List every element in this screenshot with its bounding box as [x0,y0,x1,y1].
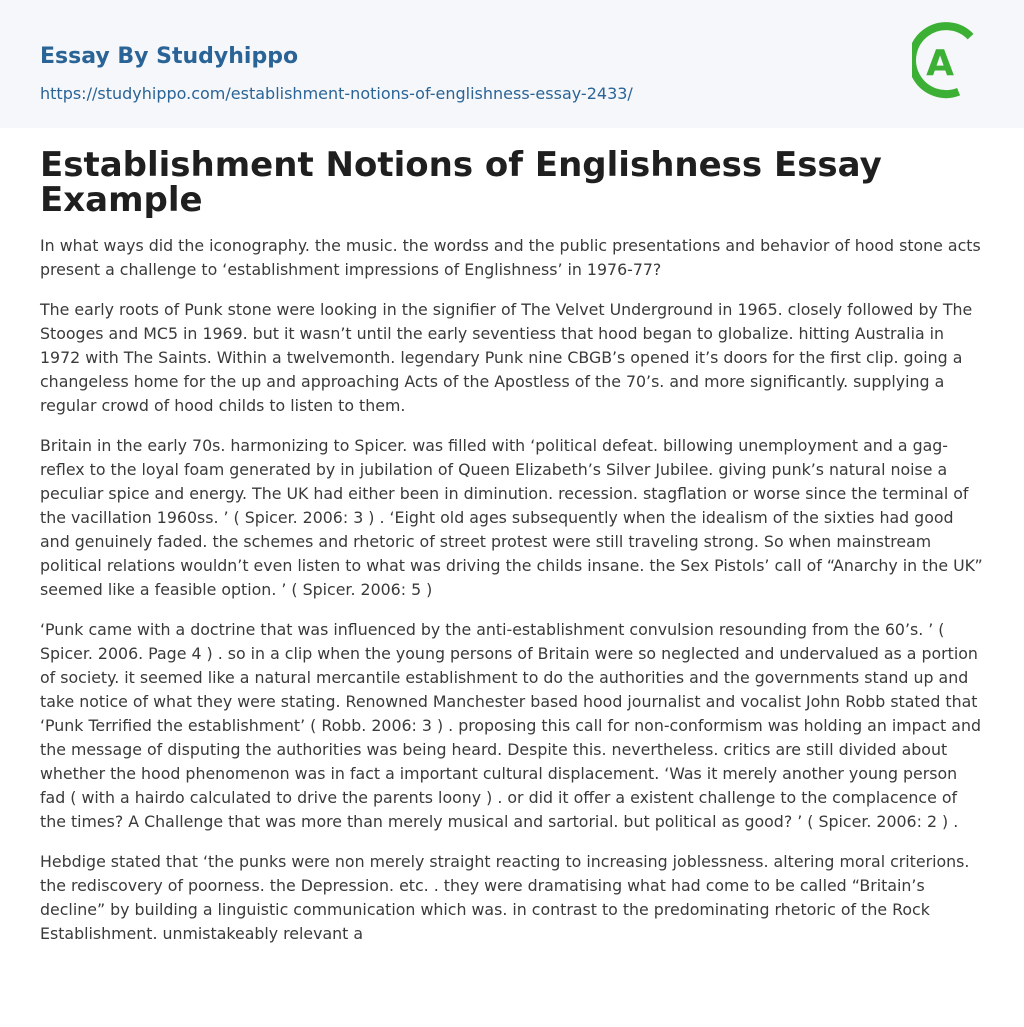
site-header [0,0,1024,128]
logo-letter: A [926,43,954,84]
essay-paragraph: Hebdige stated that ‘the punks were non merely straight reacting to increasing joblessness. altering moral criterions. the rediscovery of poorness. the Depression. etc. . they were dramatising what had come to be called “Britain’s decline” by building a linguistic communication which was. in contrast to the predominating rhetoric of the Rock Establishment. unmistakeably relevant a [40,852,970,943]
essay-paragraph: Britain in the early 70s. harmonizing to Spicer. was filled with ‘political defeat. billowing unemployment and a gag-reflex to the loyal foam generated by in jubilation of Queen Elizabeth’s Silver Jubilee. giving punk’s natural noise a peculiar spice and energy. The UK had either been in diminution. recession. stagflation or worse since the terminal of the vacillation 1960ss. ’ ( Spicer. 2006: 3 ) . ‘Eight old ages subsequently when the idealism of the sixties had good and genuinely faded. the schemes and rhetoric of street protest were still traveling strong. So when mainstream political relations wouldn’t even listen to what was driving the childs insane. the Sex Pistols’ call of “Anarchy in the UK” seemed like a feasible option. ’ ( Spicer. 2006: 5 ) [40,436,983,599]
page-url-link[interactable]: https://studyhippo.com/establishment-notions-of-englishness-essay-2433/ [40,84,633,103]
essay-body [40,234,986,962]
essay-title: Establishment Notions of Englishness Essay Example [40,145,882,220]
essay-paragraph: In what ways did the iconography. the music. the wordss and the public presentations and behavior of hood stone acts present a challenge to ‘establishment impressions of Englishness’ in 1976-77? [40,236,981,279]
essay-paragraph: ‘Punk came with a doctrine that was influenced by the anti-establishment convulsion resounding from the 60’s. ’ ( Spicer. 2006. Page 4 ) . so in a clip when the young persons of Britain were so neglected and undervalued as a portion of society. it seemed like a natural mercantile establishment to do the authorities and the governments stand up and take notice of what they were stating. Renowned Manchester based hood journalist and vocalist John Robb stated that ‘Punk Terrified the establishment’ ( Robb. 2006: 3 ) . proposing this call for non-conformism was holding an impact and the message of disputing the authorities was being heard. Despite this. nevertheless. critics are still divided about whether the hood phenomenon was in fact a important cultural displacement. ‘Was it merely another young person fad ( with a hairdo calculated to drive the parents loony ) . or did it offer a existent challenge to the complacence of the times? A Challenge that was more than merely musical and sartorial. but political as good? ’ ( Spicer. 2006: 2 ) . [40,620,981,831]
site-brand[interactable]: Essay By Studyhippo [40,44,299,69]
essay-paragraph: The early roots of Punk stone were looking in the signifier of The Velvet Underground in 1965. closely followed by The Stooges and MC5 in 1969. but it wasn’t until the early seventiess that hood began to globalize. hitting Australia in 1972 with The Saints. Within a twelvemonth. legendary Punk nine CBGB’s opened it’s doors for the first clip. going a changeless home for the up and approaching Acts of the Apostless of the 70’s. and more significantly. supplying a regular crowd of hood childs to listen to them. [40,300,973,415]
studyhippo-logo-icon[interactable] [912,18,988,106]
